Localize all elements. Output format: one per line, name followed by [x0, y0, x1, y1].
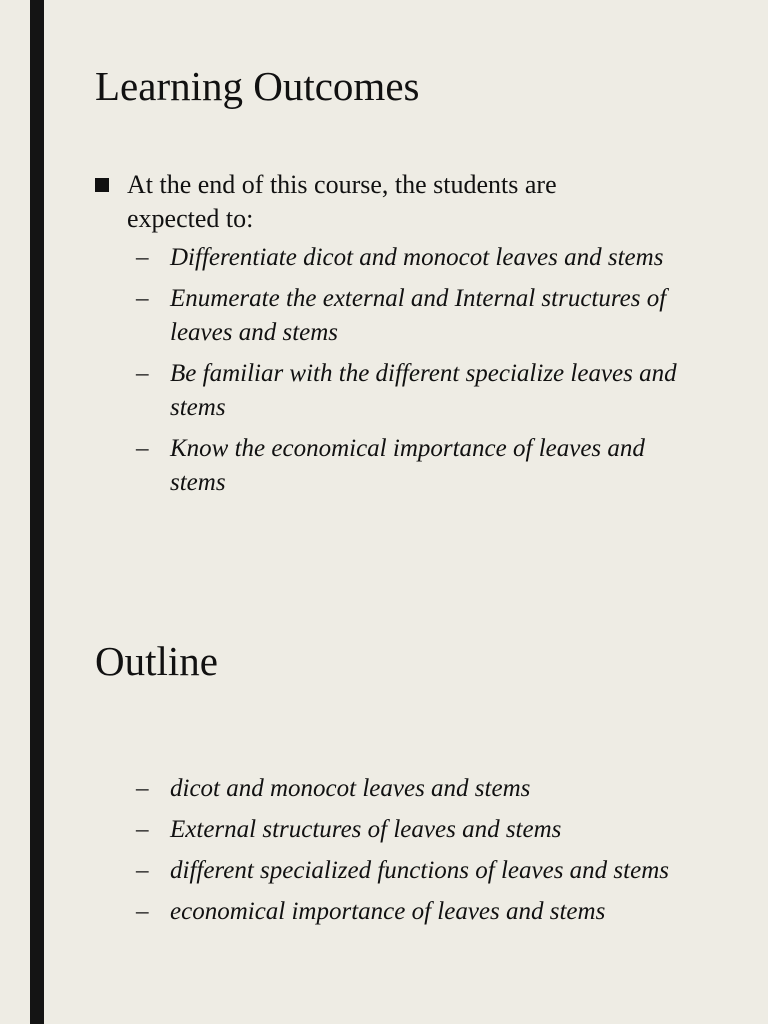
list-item	[136, 895, 696, 929]
dash-icon: –	[136, 244, 149, 271]
dash-icon: –	[136, 898, 149, 925]
square-bullet-icon	[95, 178, 109, 192]
learning-outcomes-list	[136, 241, 696, 507]
list-item	[136, 357, 696, 425]
list-item-text: Be familiar with the different specialize leaves and stems	[170, 360, 677, 421]
list-item	[136, 772, 696, 806]
list-item	[136, 432, 696, 500]
list-item-text: economical importance of leaves and stems	[170, 898, 606, 925]
dash-icon: –	[136, 816, 149, 843]
list-item-text: dicot and monocot leaves and stems	[170, 775, 531, 802]
dash-icon: –	[136, 360, 149, 387]
dash-icon: –	[136, 285, 149, 312]
dash-icon: –	[136, 435, 149, 462]
list-item-text: Enumerate the external and Internal structures of leaves and stems	[170, 285, 667, 346]
list-item	[136, 854, 696, 888]
intro-bullet	[95, 168, 655, 236]
list-item-text: Know the economical importance of leaves and stems	[170, 435, 645, 496]
list-item	[136, 282, 696, 350]
list-item	[136, 813, 696, 847]
dash-icon: –	[136, 857, 149, 884]
learning-outcomes-title: Learning Outcomes	[95, 63, 420, 109]
list-item	[136, 241, 696, 275]
accent-bar	[30, 0, 44, 1024]
dash-icon: –	[136, 775, 149, 802]
list-item-text: different specialized functions of leaves and stems	[170, 857, 669, 884]
outline-title: Outline	[95, 638, 218, 684]
list-item-text: Differentiate dicot and monocot leaves and stems	[170, 244, 664, 271]
list-item-text: External structures of leaves and stems	[170, 816, 562, 843]
intro-text: At the end of this course, the students are expected to:	[127, 170, 557, 233]
outline-list	[136, 772, 696, 936]
